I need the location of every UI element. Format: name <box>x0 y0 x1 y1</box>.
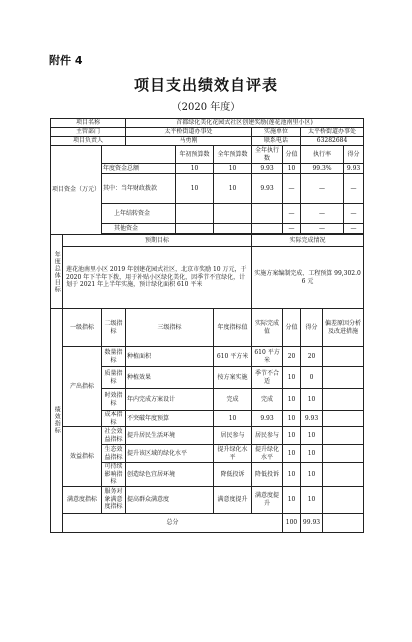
funds-header-rate: 执行率 <box>301 146 344 164</box>
dept-value: 太平桥街道办事处 <box>126 128 252 137</box>
funds-row-label: 其中：当年财政拨款 <box>102 174 176 204</box>
annex-label: 附件 4 <box>49 54 83 67</box>
goals-actual: 实施方案编制完成、工程预算 99,302.06 元 <box>252 247 364 309</box>
ind-l2: 社会效益指标 <box>102 427 126 445</box>
ind-l3: 提高群众满意度 <box>126 486 214 513</box>
funds-cell <box>252 204 283 224</box>
funds-row-label: 其他资金 <box>102 224 176 234</box>
ind-l2: 质量指标 <box>102 367 126 389</box>
funds-header-exec: 全年执行数 <box>252 146 283 164</box>
ind-actual: 9.93 <box>252 411 283 427</box>
goals-section-label: 年度总体目标 <box>51 235 63 309</box>
ind-l2: 成本指标 <box>102 411 126 427</box>
ind-header-score: 分值 <box>283 309 301 347</box>
funds-cell: 10 <box>214 174 252 204</box>
output-label: 产出指标 <box>63 347 102 427</box>
project-name-label: 项目名称 <box>51 119 126 128</box>
goals-actual-header: 实际完成情况 <box>252 235 364 247</box>
phone-label: 联系电话 <box>252 137 301 146</box>
funds-cell: — <box>344 204 364 224</box>
funds-cell: — <box>301 224 344 234</box>
ind-got: 0 <box>301 367 323 389</box>
leader-value: 马勇刚 <box>126 137 252 146</box>
ind-actual: 610 平方米 <box>252 347 283 367</box>
project-name: 首都绿化美化花园式社区创建奖励(莲花池南里小区) <box>126 119 364 128</box>
year-label: （2020 年度） <box>171 102 241 113</box>
leader-label: 项目负责人 <box>51 137 126 146</box>
ind-header-l3: 三级指标 <box>126 309 214 347</box>
goals-expected-header: 预期目标 <box>63 235 252 247</box>
ind-got: 20 <box>301 347 323 367</box>
ind-header-l2: 二级指标 <box>102 309 126 347</box>
effect-label: 效益指标 <box>63 427 102 487</box>
funds-header-empty <box>102 146 176 164</box>
ind-l3: 种植效果 <box>126 367 214 389</box>
total-got: 99.93 <box>301 513 323 532</box>
ind-score: 10 <box>283 486 301 513</box>
funds-cell: — <box>301 174 344 204</box>
funds-cell: 9.93 <box>252 164 283 174</box>
ind-l3: 不突破年度预算 <box>126 411 214 427</box>
ind-score: 10 <box>283 427 301 445</box>
ind-l3: 创造绿色宜居环境 <box>126 463 214 487</box>
ind-l3: 提升该区域的绿化水平 <box>126 445 214 463</box>
ind-l3: 提升居民生活环境 <box>126 427 214 445</box>
satisfaction-label: 满意度指标 <box>63 486 102 513</box>
funds-cell: — <box>283 204 301 224</box>
funds-cell <box>252 224 283 234</box>
ind-score: 10 <box>283 389 301 411</box>
ind-actual: 降低投诉 <box>252 463 283 487</box>
ind-header-deviation: 偏差原因分析及改进措施 <box>323 309 364 347</box>
funds-cell <box>176 224 214 234</box>
funds-header-full: 全年预算数 <box>214 146 252 164</box>
ind-got: 10 <box>301 427 323 445</box>
ind-score: 10 <box>283 463 301 487</box>
ind-deviation <box>323 389 364 411</box>
ind-got: 10 <box>301 463 323 487</box>
ind-actual: 提升绿化水平 <box>252 445 283 463</box>
funds-cell <box>214 204 252 224</box>
funds-row-label: 年度资金总额 <box>102 164 176 174</box>
ind-actual: 居民参与 <box>252 427 283 445</box>
ind-actual: 季节不合适 <box>252 367 283 389</box>
ind-score: 10 <box>283 367 301 389</box>
funds-cell: 10 <box>176 174 214 204</box>
ind-header-actual: 实际完成值 <box>252 309 283 347</box>
ind-header-target: 年度指标值 <box>214 309 252 347</box>
ind-l2: 数量指标 <box>102 347 126 367</box>
ind-l3: 年内完成方案设计 <box>126 389 214 411</box>
ind-target: 降低投诉 <box>214 463 252 487</box>
ind-actual: 完成 <box>252 389 283 411</box>
ind-target: 满意度提升 <box>214 486 252 513</box>
ind-deviation <box>323 411 364 427</box>
page-title: 项目支出绩效自评表 <box>133 76 278 94</box>
ind-target: 居民参与 <box>214 427 252 445</box>
funds-section-label: 项目资金（万元） <box>51 146 102 235</box>
ind-deviation <box>323 367 364 389</box>
funds-cell: — <box>283 224 301 234</box>
ind-got: 9.93 <box>301 411 323 427</box>
goals-expected: 莲花池南里小区 2019 年创建花园式社区，北京市奖励 10 万元，于 2020 年下半年下拨，用于补贴小区绿化美化，因季节不宜绿化，计划于 2021 年上半年实施，预计绿化面积 610 平米 <box>63 247 252 309</box>
ind-deviation <box>323 463 364 487</box>
ind-l2: 可持续影响指标 <box>102 463 126 487</box>
funds-cell: — <box>301 204 344 224</box>
indicators-section-label: 绩效指标 <box>51 309 63 533</box>
funds-cell: 10 <box>176 164 214 174</box>
ind-score: 10 <box>283 445 301 463</box>
ind-deviation <box>323 427 364 445</box>
funds-cell: — <box>344 224 364 234</box>
ind-target: 610 平方米 <box>214 347 252 367</box>
ind-got: 10 <box>301 486 323 513</box>
ind-l2: 服务对象满意度指标 <box>102 486 126 513</box>
ind-target: 10 <box>214 411 252 427</box>
ind-l3: 种植面积 <box>126 347 214 367</box>
funds-cell: 10 <box>214 164 252 174</box>
impl-label: 实施单位 <box>252 128 301 137</box>
ind-target: 完成 <box>214 389 252 411</box>
ind-deviation <box>323 347 364 367</box>
impl-value: 太平桥街道办事处 <box>301 128 364 137</box>
total-label: 总分 <box>63 513 283 532</box>
funds-cell: 99.3% <box>301 164 344 174</box>
ind-deviation <box>323 486 364 513</box>
funds-cell: 10 <box>283 164 301 174</box>
funds-cell: 9.93 <box>252 174 283 204</box>
ind-score: 10 <box>283 411 301 427</box>
funds-header-score: 分值 <box>283 146 301 164</box>
ind-score: 20 <box>283 347 301 367</box>
funds-cell: 9.93 <box>344 164 364 174</box>
self-evaluation-table <box>50 118 364 533</box>
funds-cell <box>176 204 214 224</box>
funds-cell: — <box>283 174 301 204</box>
ind-got: 10 <box>301 389 323 411</box>
ind-target: 提升绿化水平 <box>214 445 252 463</box>
ind-l2: 生态效益指标 <box>102 445 126 463</box>
funds-header-got: 得分 <box>344 146 364 164</box>
ind-deviation <box>323 445 364 463</box>
funds-cell: — <box>344 174 364 204</box>
ind-header-got: 得分 <box>301 309 323 347</box>
funds-row-label: 上年结转资金 <box>102 204 176 224</box>
ind-target: 按方案实施 <box>214 367 252 389</box>
funds-header-start: 年初预算数 <box>176 146 214 164</box>
phone-value: 63282684 <box>301 137 364 146</box>
total-score: 100 <box>283 513 301 532</box>
dept-label: 主管部门 <box>51 128 126 137</box>
funds-cell <box>214 224 252 234</box>
ind-header-l1: 一级指标 <box>63 309 102 347</box>
ind-l2: 时效指标 <box>102 389 126 411</box>
total-deviation <box>323 513 364 532</box>
ind-got: 10 <box>301 445 323 463</box>
ind-actual: 满意度提升 <box>252 486 283 513</box>
